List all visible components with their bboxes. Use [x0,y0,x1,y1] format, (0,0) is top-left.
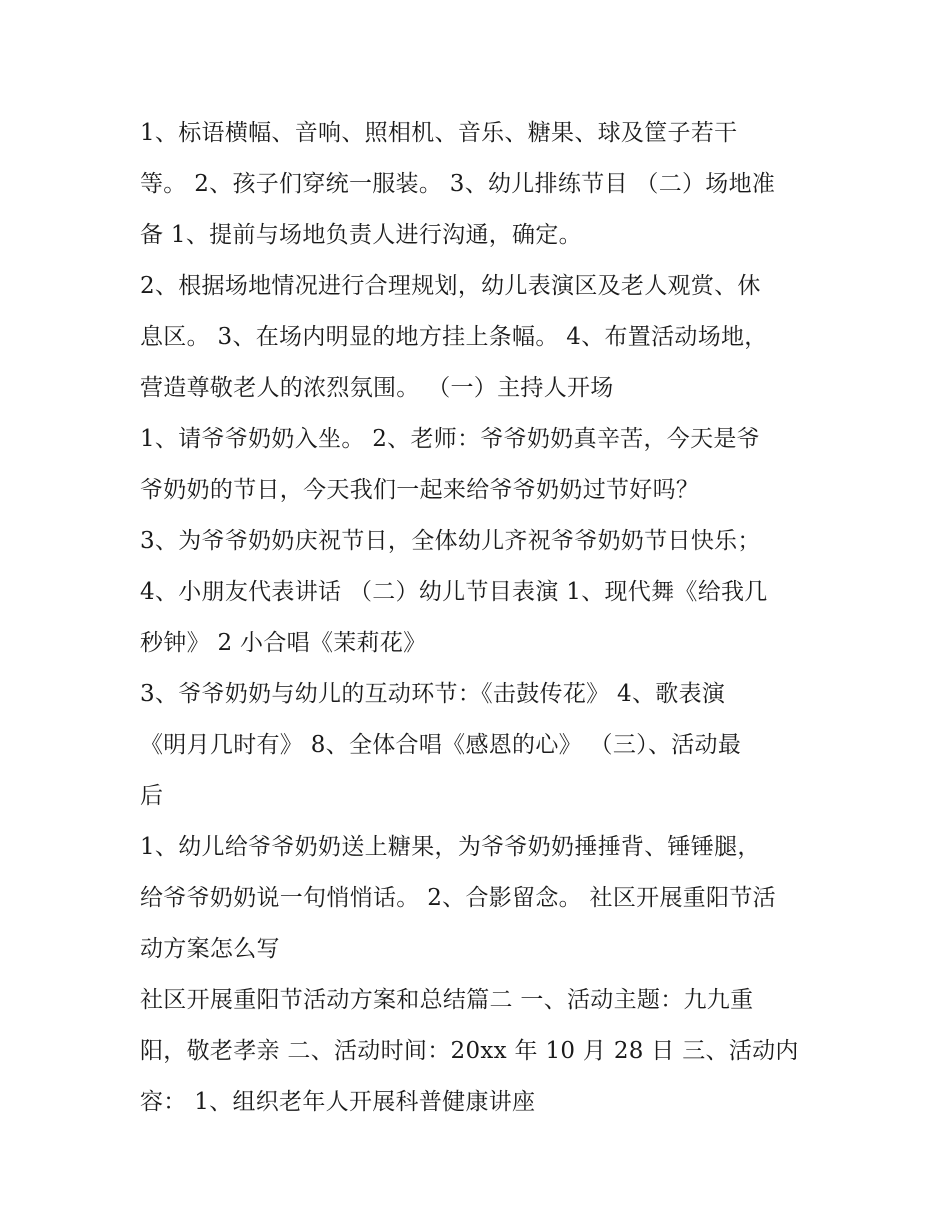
text-line: 4、小朋友代表讲话 （二）幼儿节目表演 1、现代舞《给我几 [140,579,768,605]
text-line: 3、爷爷奶奶与幼儿的互动环节：《击鼓传花》 4、歌表演 [140,681,726,707]
text-line: 等。 2、孩子们穿统一服装。 3、幼儿排练节目 （二）场地准 [140,171,776,197]
text-line: 后 [140,783,164,809]
text-line: 爷奶奶的节日，今天我们一起来给爷爷奶奶过节好吗？ [140,477,700,503]
text-line: 备 1、提前与场地负责人进行沟通，确定。 [140,222,582,248]
text-line: 《明月几时有》 8、全体合唱《感恩的心》 （三）、活动最 [140,732,742,758]
document-body [140,108,820,1128]
text-line: 动方案怎么写 [140,936,280,962]
text-line: 阳，敬老孝亲 二、活动时间：20xx 年 10 月 28 日 三、活动内 [140,1038,799,1064]
text-line: 容： 1、组织老年人开展科普健康讲座 [140,1089,536,1115]
text-line: 1、幼儿给爷爷奶奶送上糖果，为爷爷奶奶捶捶背、锤锤腿， [140,834,761,860]
text-line: 3、为爷爷奶奶庆祝节日，全体幼儿齐祝爷爷奶奶节日快乐； [140,528,761,554]
text-line: 1、标语横幅、音响、照相机、音乐、糖果、球及筐子若干 [140,120,738,146]
text-line: 社区开展重阳节活动方案和总结篇二 一、活动主题：九九重 [140,987,754,1013]
text-line: 营造尊敬老人的浓烈氛围。 （一）主持人开场 [140,375,614,401]
text-line: 秒钟》 2 小合唱《茉莉花》 [140,630,427,656]
text-line: 给爷爷奶奶说一句悄悄话。 2、合影留念。 社区开展重阳节活 [140,885,776,911]
text-line: 2、根据场地情况进行合理规划，幼儿表演区及老人观赏、休 [140,273,761,299]
text-line: 1、请爷爷奶奶入坐。 2、老师：爷爷奶奶真辛苦，今天是爷 [140,426,760,452]
text-line: 息区。 3、在场内明显的地方挂上条幅。 4、布置活动场地， [140,324,768,350]
